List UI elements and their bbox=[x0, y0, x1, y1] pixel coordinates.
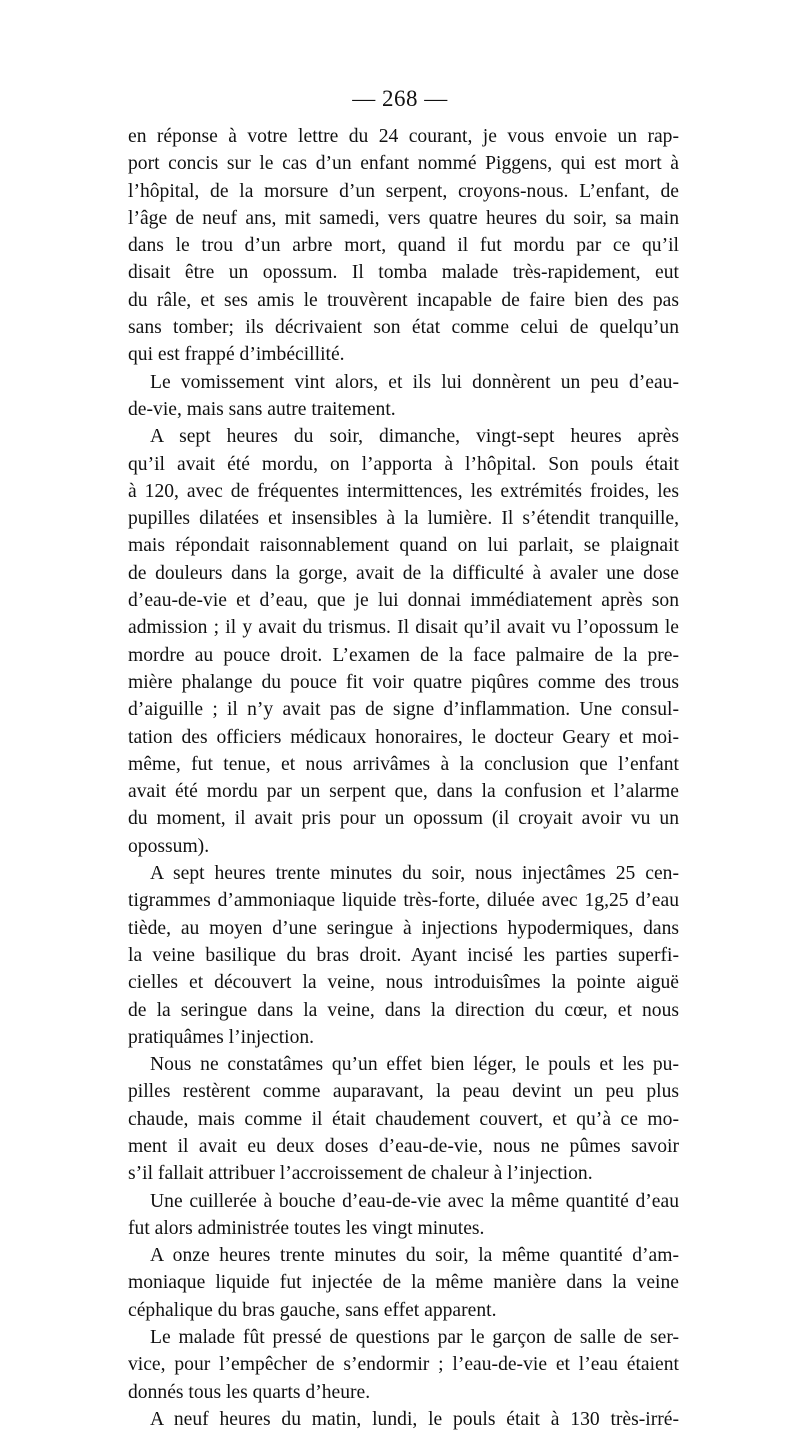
text-line: Nous ne constatâmes qu’un effet bien léger, le pouls et les pu- bbox=[150, 1054, 679, 1076]
text-line: cielles et découvert la veine, nous introduisîmes la pointe aiguë bbox=[128, 972, 679, 994]
text-line: tigrammes d’ammoniaque liquide très-forte, diluée avec 1g,25 d’eau bbox=[128, 890, 679, 912]
text-line: du moment, il avait pris pour un opossum (il croyait avoir vu un bbox=[128, 808, 679, 830]
text-line: Le malade fût pressé de questions par le garçon de salle de ser- bbox=[150, 1327, 679, 1349]
text-line: l’hôpital, de la morsure d’un serpent, croyons-nous. L’enfant, de bbox=[128, 180, 679, 202]
text-line: admission ; il y avait du trismus. Il disait qu’il avait vu l’opossum le bbox=[128, 617, 679, 639]
text-line: tiède, au moyen d’une seringue à injections hypodermiques, dans bbox=[128, 917, 679, 939]
text-line: Le vomissement vint alors, et ils lui donnèrent un peu d’eau- bbox=[150, 371, 679, 393]
text-line: fut alors administrée toutes les vingt minutes. bbox=[128, 1217, 485, 1239]
text-line: de douleurs dans la gorge, avait de la difficulté à avaler une dose bbox=[128, 562, 679, 584]
body-text bbox=[128, 123, 679, 1433]
text-line: mière phalange du pouce fit voir quatre piqûres comme des trous bbox=[128, 671, 679, 693]
text-line: en réponse à votre lettre du 24 courant, je vous envoie un rap- bbox=[128, 126, 679, 147]
text-line: qui est frappé d’imbécillité. bbox=[128, 344, 345, 366]
text-line: A sept heures trente minutes du soir, nous injectâmes 25 cen- bbox=[150, 863, 679, 885]
text-line: A onze heures trente minutes du soir, la même quantité d’am- bbox=[150, 1245, 679, 1267]
text-line: opossum). bbox=[128, 835, 210, 857]
text-line: la veine basilique du bras droit. Ayant incisé les parties superfi- bbox=[128, 944, 679, 966]
text-line: moniaque liquide fut injectée de la même manière dans la veine bbox=[128, 1272, 679, 1294]
text-line: qu’il avait été mordu, on l’apporta à l’hôpital. Son pouls était bbox=[128, 453, 679, 475]
page-number: — 268 — bbox=[352, 86, 448, 111]
text-line: disait être un opossum. Il tomba malade très-rapidement, eut bbox=[128, 262, 679, 284]
text-line: mordre au pouce droit. L’examen de la face palmaire de la pre- bbox=[128, 644, 679, 666]
text-line: donnés tous les quarts d’heure. bbox=[128, 1381, 371, 1403]
text-line: pilles restèrent comme auparavant, la peau devint un peu plus bbox=[128, 1081, 679, 1103]
text-line: du râle, et ses amis le trouvèrent incapable de faire bien des pas bbox=[128, 289, 679, 311]
text-line: chaude, mais comme il était chaudement couvert, et qu’à ce mo- bbox=[128, 1108, 679, 1130]
text-line: tation des officiers médicaux honoraires, le docteur Geary et moi- bbox=[128, 726, 679, 748]
text-line: d’aiguille ; il n’y avait pas de signe d’inflammation. Une consul- bbox=[128, 699, 679, 721]
text-line: à 120, avec de fréquentes intermittences, les extrémités froides, les bbox=[128, 480, 679, 502]
text-line: ment il avait eu deux doses d’eau-de-vie, nous ne pûmes savoir bbox=[128, 1135, 679, 1157]
text-line: A neuf heures du matin, lundi, le pouls était à 130 très-irré- bbox=[150, 1408, 679, 1430]
text-line: avait été mordu par un serpent que, dans la confusion et l’alarme bbox=[128, 781, 679, 803]
text-line: l’âge de neuf ans, mit samedi, vers quatre heures du soir, sa main bbox=[128, 207, 679, 229]
text-line: s’il fallait attribuer l’accroissement de chaleur à l’injection. bbox=[128, 1163, 593, 1185]
text-line: pupilles dilatées et insensibles à la lumière. Il s’étendit tranquille, bbox=[128, 508, 679, 530]
text-line: sans tomber; ils décrivaient son état comme celui de quelqu’un bbox=[128, 317, 679, 339]
text-line: même, fut tenue, et nous arrivâmes à la conclusion que l’enfant bbox=[128, 753, 679, 775]
text-line: vice, pour l’empêcher de s’endormir ; l’eau-de-vie et l’eau étaient bbox=[128, 1354, 679, 1376]
text-line: de-vie, mais sans autre traitement. bbox=[128, 398, 396, 420]
text-line: céphalique du bras gauche, sans effet apparent. bbox=[128, 1299, 497, 1321]
text-line: mais répondait raisonnablement quand on lui parlait, se plaignait bbox=[128, 535, 679, 557]
text-line: pratiquâmes l’injection. bbox=[128, 1026, 315, 1048]
text-line: A sept heures du soir, dimanche, vingt-sept heures après bbox=[150, 426, 679, 448]
text-line: Une cuillerée à bouche d’eau-de-vie avec la même quantité d’eau bbox=[150, 1190, 679, 1212]
text-line: port concis sur le cas d’un enfant nommé Piggens, qui est mort à bbox=[128, 153, 679, 175]
text-line: de la seringue dans la veine, dans la direction du cœur, et nous bbox=[128, 999, 679, 1021]
text-line: dans le trou d’un arbre mort, quand il fut mordu par ce qu’il bbox=[128, 235, 679, 257]
text-line: d’eau-de-vie et d’eau, que je lui donnai immédiatement après son bbox=[128, 590, 679, 612]
